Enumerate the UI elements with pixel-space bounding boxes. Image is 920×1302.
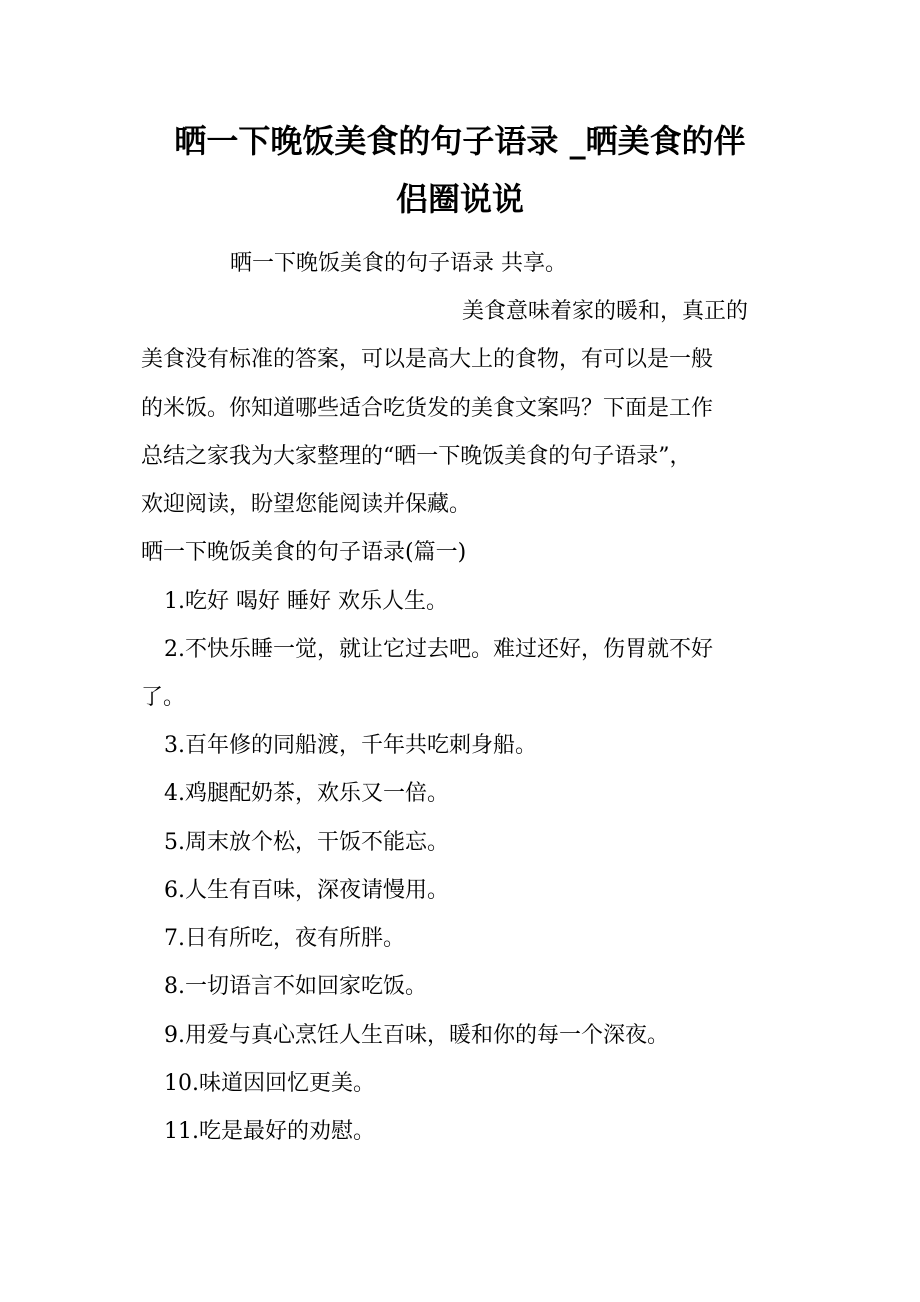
document-title-line-2: 侣圈说说	[395, 180, 524, 218]
intro-paragraph-line-3: 的米饭。你知道哪些适合吃货发的美食文案吗？下面是工作	[141, 396, 714, 421]
intro-paragraph-line-2: 美食没有标准的答案，可以是高大上的食物，有可以是一般	[141, 347, 714, 372]
intro-paragraph-line-4: 总结之家我为大家整理的“晒一下晚饭美食的句子语录”，	[141, 444, 692, 469]
list-item: 8.一切语言不如回家吃饭。	[164, 974, 427, 999]
list-item: 3.百年修的同船渡，千年共吃刺身船。	[164, 733, 537, 758]
list-item: 7.日有所吃，夜有所胖。	[164, 926, 405, 951]
list-item: 2.不快乐睡一觉，就让它过去吧。难过还好，伤胃就不好	[164, 637, 713, 662]
list-item: 1.吃好 喝好 睡好 欢乐人生。	[164, 589, 448, 614]
list-item: 10.味道因回忆更美。	[164, 1071, 375, 1096]
intro-line: 晒一下晚饭美食的句子语录 共享。	[230, 251, 567, 276]
section-heading: 晒一下晚饭美食的句子语录(篇一)	[141, 540, 467, 565]
document-title-line-1: 晒一下晚饭美食的句子语录 _晒美食的伴	[174, 122, 746, 160]
list-item: 5.周末放个松，干饭不能忘。	[164, 830, 449, 855]
list-item: 4.鸡腿配奶茶，欢乐又一倍。	[164, 781, 449, 806]
list-item: 6.人生有百味，深夜请慢用。	[164, 878, 449, 903]
list-item: 9.用爱与真心烹饪人生百味，暖和你的每一个深夜。	[164, 1023, 669, 1048]
intro-paragraph-line-1: 美食意味着家的暖和，真正的	[462, 299, 749, 324]
list-item-continuation: 了。	[141, 685, 186, 710]
intro-paragraph-line-5: 欢迎阅读，盼望您能阅读并保藏。	[141, 492, 472, 517]
list-item: 11.吃是最好的劝慰。	[164, 1119, 375, 1144]
